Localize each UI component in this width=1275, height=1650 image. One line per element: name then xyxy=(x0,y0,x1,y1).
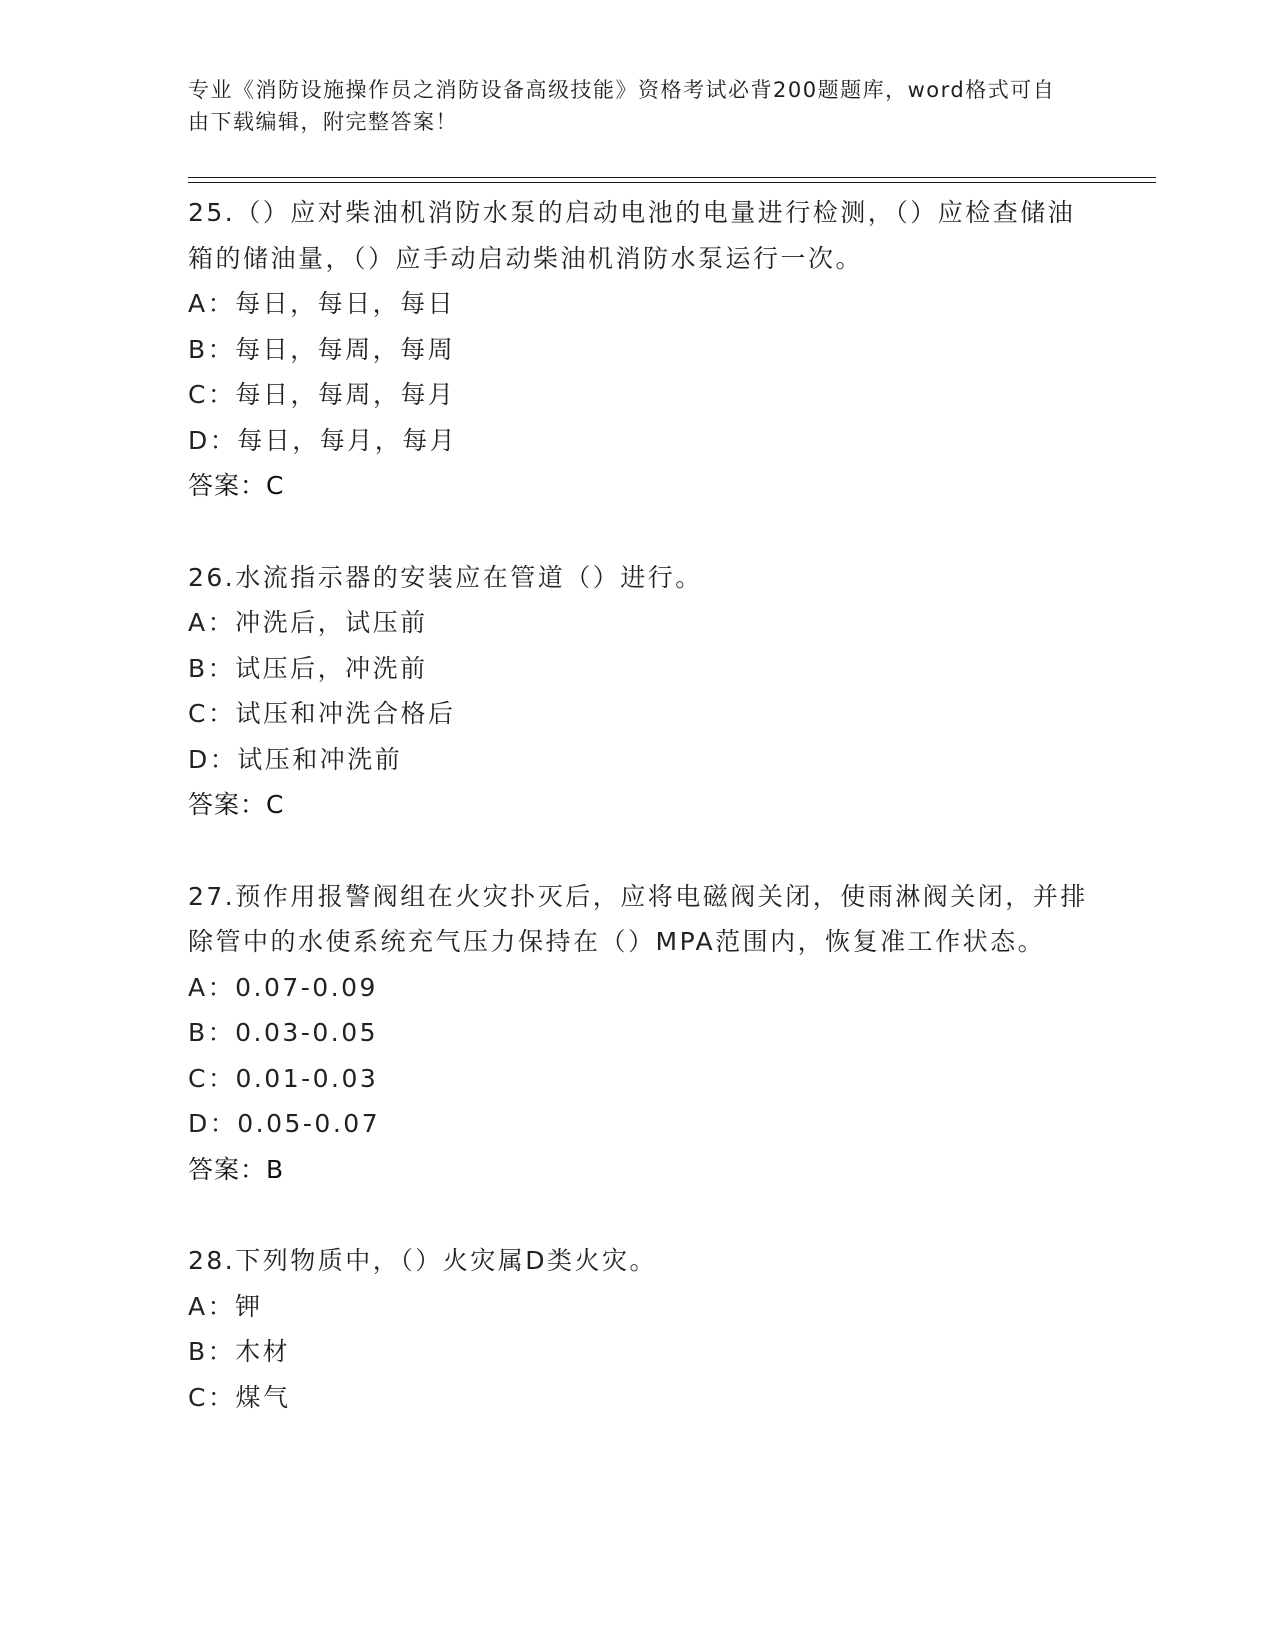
option-b: B：每日，每周，每周 xyxy=(188,334,456,364)
option-c: C：试压和冲洗合格后 xyxy=(188,699,456,728)
option-b: B：0.03-0.05 xyxy=(188,1018,379,1047)
document-header: 专业《消防设施操作员之消防设备高级技能》资格考试必背200题题库，word格式可自由下载编辑，附完整答案！ xyxy=(188,78,1056,134)
question-text: 28.下列物质中，（）火灾属D类火灾。 xyxy=(188,1246,658,1275)
option-a: A：0.07-0.09 xyxy=(188,972,378,1002)
option-c: C：每日，每周，每月 xyxy=(188,380,456,409)
option-c: C：煤气 xyxy=(188,1382,291,1412)
question-28 xyxy=(188,1238,1088,1420)
option-b: B：木材 xyxy=(188,1337,291,1366)
answer: 答案：C xyxy=(188,790,285,819)
question-text: 25.（）应对柴油机消防水泵的启动电池的电量进行检测，（）应检查储油箱的储油量，（）应手动启动柴油机消防水泵运行一次。 xyxy=(188,198,1076,273)
header-divider-top xyxy=(188,177,1156,178)
option-d: D：0.05-0.07 xyxy=(188,1109,381,1138)
question-text: 27.预作用报警阀组在火灾扑灭后，应将电磁阀关闭，使雨淋阀关闭，并排除管中的水使系统充气压力保持在（）MPA范围内，恢复准工作状态。 xyxy=(188,881,1088,956)
question-26 xyxy=(188,555,1088,828)
question-list xyxy=(188,190,1088,1466)
option-a: A：冲洗后，试压前 xyxy=(188,608,428,637)
option-a: A：钾 xyxy=(188,1291,263,1321)
option-a: A：每日，每日，每日 xyxy=(188,289,456,318)
header-divider-bottom xyxy=(188,182,1156,183)
option-d: D：每日，每月，每月 xyxy=(188,425,458,455)
option-c: C：0.01-0.03 xyxy=(188,1063,379,1093)
question-25 xyxy=(188,190,1088,509)
question-27 xyxy=(188,874,1088,1193)
option-b: B：试压后，冲洗前 xyxy=(188,653,428,683)
question-text: 26.水流指示器的安装应在管道（）进行。 xyxy=(188,562,703,592)
answer: 答案：C xyxy=(188,471,285,500)
answer: 答案：B xyxy=(188,1154,285,1184)
option-d: D：试压和冲洗前 xyxy=(188,744,403,774)
